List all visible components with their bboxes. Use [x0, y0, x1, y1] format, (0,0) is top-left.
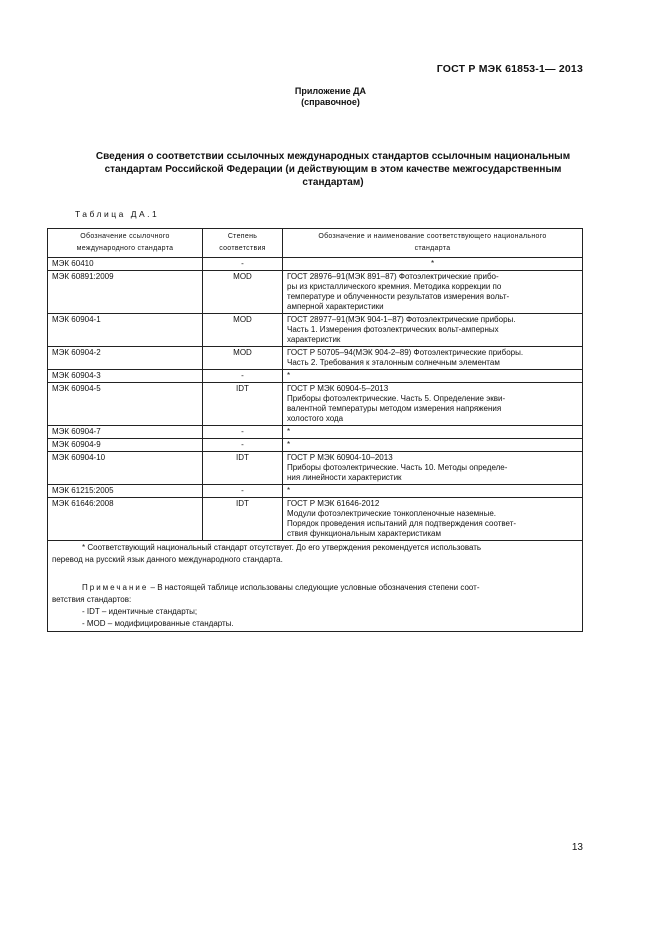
cell-standard: МЭК 60904-10 — [48, 452, 203, 485]
cell-standard: МЭК 60904-7 — [48, 426, 203, 439]
heading-line: стандартам Российской Федерации (и действующим в этом качестве межгосударственным — [104, 164, 562, 175]
table-row — [48, 485, 583, 498]
cell-standard: МЭК 60904-5 — [48, 383, 203, 426]
note-text: – В настоящей таблице использованы следующие условные обозначения степени соот- — [148, 583, 480, 592]
cell-standard: МЭК 61215:2005 — [48, 485, 203, 498]
cell-national: ГОСТ Р МЭК 60904-10–2013 Приборы фотоэлектрические. Часть 10. Методы определе- ния линейности характеристик — [283, 452, 583, 485]
header-international-standard: Обозначение ссылочного международного стандарта — [48, 229, 203, 258]
cell-national: * — [283, 439, 583, 452]
cell-national: ГОСТ Р МЭК 61646-2012 Модули фотоэлектрические тонкопленочные наземные. Порядок проведения испытаний для подтверждения соответ- ствия функциональным характеристикам — [283, 498, 583, 541]
cell-national: ГОСТ Р МЭК 60904-5–2013 Приборы фотоэлектрические. Часть 5. Определение экви- валентной температуры методом измерения напряжения холостого хода — [283, 383, 583, 426]
note-line: ветствия стандартов: — [52, 595, 132, 604]
appendix-title: Приложение ДА — [294, 86, 367, 96]
cell-degree: - — [203, 485, 283, 498]
table-notes — [48, 541, 583, 632]
table-row — [48, 370, 583, 383]
cell-standard: МЭК 60904-3 — [48, 370, 203, 383]
table-row — [48, 271, 583, 314]
cell-standard: МЭК 60891:2009 — [48, 271, 203, 314]
table-row — [48, 347, 583, 370]
cell-degree: - — [203, 370, 283, 383]
cell-national: * — [283, 485, 583, 498]
cell-degree: IDT — [203, 383, 283, 426]
standard-code: ГОСТ Р МЭК 61853-1— 2013 — [436, 63, 583, 75]
table-row — [48, 383, 583, 426]
cell-national: * — [283, 370, 583, 383]
cell-degree: MOD — [203, 347, 283, 370]
cell-degree: IDT — [203, 498, 283, 541]
appendix-heading — [0, 86, 661, 108]
table-row — [48, 452, 583, 485]
cell-national: * — [283, 426, 583, 439]
appendix-subtitle: (справочное) — [301, 97, 360, 107]
page-number: 13 — [571, 842, 583, 853]
cell-degree: - — [203, 439, 283, 452]
header-national-standard: Обозначение и наименование соответствующего национального стандарта — [283, 229, 583, 258]
cell-degree: IDT — [203, 452, 283, 485]
cell-national: * — [283, 258, 583, 271]
cell-degree: MOD — [203, 314, 283, 347]
table-notes-row — [48, 541, 583, 632]
table-row — [48, 258, 583, 271]
cell-standard: МЭК 60904-9 — [48, 439, 203, 452]
note-mod: - MOD – модифицированные стандарты. — [82, 619, 234, 628]
note-label: Примечание — [82, 583, 149, 592]
correspondence-table — [47, 228, 583, 632]
footnote-line: перевод на русский язык данного международного стандарта. — [52, 555, 283, 564]
note-intro — [52, 582, 578, 594]
cell-standard: МЭК 61646:2008 — [48, 498, 203, 541]
heading-line: стандартам) — [302, 177, 364, 188]
table-row — [48, 439, 583, 452]
cell-national: ГОСТ 28976–91(МЭК 891–87) Фотоэлектрические прибо- ры из кристаллического кремния. Методика коррекции по температуре и облученности результатов измерения вольт- амперной характеристики — [283, 271, 583, 314]
cell-national: ГОСТ Р 50705–94(МЭК 904-2–89) Фотоэлектрические приборы. Часть 2. Требования к эталонным солнечным элементам — [283, 347, 583, 370]
table-row — [48, 314, 583, 347]
section-heading — [48, 150, 618, 189]
footnote-line: * Соответствующий национальный стандарт отсутствует. До его утверждения рекомендуется использовать — [82, 543, 482, 552]
cell-degree: - — [203, 426, 283, 439]
table-row — [48, 426, 583, 439]
table-label: Таблица ДА.1 — [75, 209, 160, 219]
cell-standard: МЭК 60904-1 — [48, 314, 203, 347]
cell-standard: МЭК 60904-2 — [48, 347, 203, 370]
heading-line: Сведения о соответствии ссылочных международных стандартов ссылочным национальным — [95, 151, 571, 162]
cell-national: ГОСТ 28977–91(МЭК 904-1–87) Фотоэлектрические приборы. Часть 1. Измерения фотоэлектрических вольт-амперных характеристик — [283, 314, 583, 347]
table-header-row — [48, 229, 583, 258]
cell-standard: МЭК 60410 — [48, 258, 203, 271]
header-degree: Степень соответствия — [203, 229, 283, 258]
cell-degree: - — [203, 258, 283, 271]
note-idt: - IDT – идентичные стандарты; — [82, 607, 198, 616]
cell-degree: MOD — [203, 271, 283, 314]
table-row — [48, 498, 583, 541]
